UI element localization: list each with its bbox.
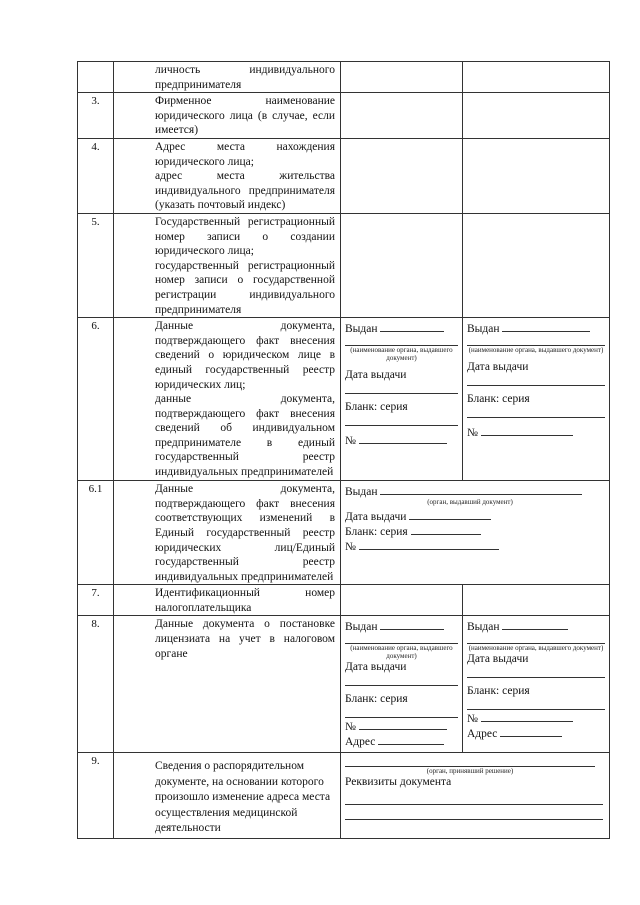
desc-line: подтверждающего факт внесения: [155, 334, 335, 347]
blank-series-label: Бланк: серия: [345, 693, 408, 706]
issue-date-field[interactable]: [345, 675, 458, 686]
blank-series-field[interactable]: [345, 415, 458, 426]
value-cell[interactable]: [341, 213, 463, 317]
desc-line: Сведения о распорядительном: [155, 760, 305, 773]
issue-date-label: Дата выдачи: [345, 369, 407, 382]
value-cell[interactable]: [463, 62, 610, 93]
value-cell[interactable]: [463, 138, 610, 213]
row-description: [114, 213, 341, 317]
desc-line: подтверждающего факт внесения: [155, 497, 335, 510]
row-number: 3.: [78, 93, 114, 139]
table-row: [78, 93, 610, 139]
desc-line: юридических лиц;: [155, 378, 246, 391]
caption: (наименование органа, выдавшего документ): [350, 644, 453, 661]
desc-line: документе, на основании которого: [155, 775, 324, 788]
number-label: №: [345, 541, 356, 554]
blank-series-label: Бланк: серия: [345, 526, 408, 539]
value-cell[interactable]: [463, 585, 610, 616]
table-row: [78, 585, 610, 616]
value-cell[interactable]: [341, 585, 463, 616]
row-description: [114, 93, 341, 139]
desc-line: номер записи о государственной: [155, 274, 335, 287]
issued-line[interactable]: [345, 335, 458, 346]
desc-line: (указать почтовый индекс): [155, 199, 286, 212]
issue-date-field[interactable]: [467, 667, 605, 678]
doc-details-label: Реквизиты документа: [345, 776, 452, 789]
row-number: 9.: [78, 753, 114, 839]
desc-line: Государственный регистрационный: [155, 215, 335, 228]
value-cell[interactable]: [341, 62, 463, 93]
issue-date-label: Дата выдачи: [345, 661, 407, 674]
row-number: 8.: [78, 616, 114, 753]
desc-line: соответствующих изменений в: [155, 512, 335, 525]
table-row: [78, 62, 610, 93]
issue-date-field[interactable]: [467, 375, 605, 386]
doc-details-field[interactable]: [345, 809, 603, 820]
caption: (наименование органа, выдавшего документ): [468, 644, 604, 653]
desc-line: Единый государственный реестр: [155, 526, 335, 539]
desc-line: лицензиата на учет в налоговом: [155, 633, 335, 646]
issue-date-field[interactable]: [345, 383, 458, 394]
desc-line: юридического лица (в случае, если: [155, 109, 335, 122]
number-field[interactable]: [481, 710, 573, 722]
desc-line: юридического лица;: [155, 245, 254, 258]
desc-line: адрес места жительства: [155, 170, 335, 183]
number-field[interactable]: [359, 432, 447, 444]
blank-series-field[interactable]: [467, 407, 605, 418]
address-label: Адрес: [345, 736, 376, 749]
desc-line: имеется): [155, 124, 199, 137]
desc-line: Адрес места нахождения: [155, 140, 335, 153]
issued-label: Выдан: [467, 621, 500, 634]
issued-label: Выдан: [345, 486, 378, 499]
desc-line: номер записи о создании: [155, 230, 335, 243]
table-row: [78, 138, 610, 213]
row-description: [114, 616, 341, 753]
number-label: №: [467, 427, 478, 440]
decision-org-field[interactable]: [345, 756, 595, 767]
document-fields-cell: [341, 481, 610, 585]
desc-line: осуществления медицинской: [155, 806, 298, 819]
issued-label: Выдан: [467, 323, 500, 336]
row-description: [114, 318, 341, 481]
desc-line: регистрации индивидуального: [155, 288, 335, 301]
number-label: №: [345, 435, 356, 448]
row-description: [114, 481, 341, 585]
desc-line: предпринимателя: [155, 303, 242, 316]
number-label: №: [345, 721, 356, 734]
desc-line: Идентификационный номер: [155, 587, 335, 600]
desc-line: предпринимателе в единый: [155, 436, 335, 449]
row-number: 7.: [78, 585, 114, 616]
desc-line: юридических лиц/Единый: [155, 541, 335, 554]
blank-series-label: Бланк: серия: [467, 685, 530, 698]
issued-label: Выдан: [345, 621, 378, 634]
document-fields-cell: [463, 616, 610, 753]
document-fields-cell: [341, 616, 463, 753]
value-cell[interactable]: [341, 138, 463, 213]
issued-field[interactable]: [502, 618, 568, 630]
issue-date-label: Дата выдачи: [467, 361, 529, 374]
desc-line: сведений о юридическом лице в: [155, 349, 335, 362]
issued-field[interactable]: [380, 483, 582, 495]
blank-series-field[interactable]: [345, 707, 458, 718]
blank-series-field[interactable]: [411, 523, 481, 535]
blank-series-label: Бланк: серия: [467, 393, 530, 406]
caption: (орган, принявший решение): [426, 767, 514, 776]
row-number: [78, 62, 114, 93]
caption: (орган, выдавший документ): [427, 498, 513, 507]
number-field[interactable]: [359, 538, 499, 550]
desc-line: государственный реестр: [155, 451, 335, 464]
row-description: [114, 585, 341, 616]
table-row: [78, 616, 610, 753]
row-number: 4.: [78, 138, 114, 213]
doc-details-field[interactable]: [345, 794, 603, 805]
desc-line: органе: [155, 647, 188, 660]
desc-line: индивидуального предпринимателя: [155, 184, 335, 197]
issued-line[interactable]: [467, 335, 605, 346]
desc-line: Фирменное наименование: [155, 95, 335, 108]
row-description: [114, 753, 341, 839]
table-row: [78, 753, 610, 839]
desc-line: подтверждающего факт внесения: [155, 407, 335, 420]
document-fields-cell: [341, 753, 610, 839]
desc-line: данные документа,: [155, 393, 335, 406]
row-number: 5.: [78, 213, 114, 317]
caption: (наименование органа, выдавшего документ): [350, 346, 453, 363]
desc-line: индивидуальных предпринимателей: [155, 466, 334, 479]
row-description: [114, 138, 341, 213]
desc-line: юридического лица;: [155, 155, 254, 168]
desc-line: государственный реестр: [155, 556, 335, 569]
number-field[interactable]: [359, 718, 447, 730]
desc-line: индивидуальных предпринимателей: [155, 570, 334, 583]
issued-label: Выдан: [345, 323, 378, 336]
table-row: [78, 481, 610, 585]
document-fields-cell: [341, 318, 463, 481]
issue-date-field[interactable]: [409, 508, 491, 520]
desc-line: Данные документа о постановке: [155, 618, 335, 631]
desc-line: сведений об индивидуальном: [155, 422, 335, 435]
value-cell[interactable]: [463, 213, 610, 317]
issue-date-label: Дата выдачи: [467, 653, 529, 666]
desc-line: государственный регистрационный: [155, 259, 335, 272]
value-cell[interactable]: [341, 93, 463, 139]
row-number: 6.1: [78, 481, 114, 585]
number-field[interactable]: [481, 424, 573, 436]
address-field[interactable]: [378, 733, 444, 745]
table-row: [78, 318, 610, 481]
caption: (наименование органа, выдавшего документ): [468, 346, 604, 355]
address-label: Адрес: [467, 728, 498, 741]
desc-line: единый государственный реестр: [155, 363, 335, 376]
value-cell[interactable]: [463, 93, 610, 139]
row-number: 6.: [78, 318, 114, 481]
desc-line: Данные документа,: [155, 483, 335, 496]
issued-field[interactable]: [380, 618, 444, 630]
desc-line: предпринимателя: [155, 78, 242, 91]
license-form-table: [77, 61, 610, 839]
address-field[interactable]: [500, 725, 562, 737]
blank-series-label: Бланк: серия: [345, 401, 408, 414]
blank-series-field[interactable]: [467, 699, 605, 710]
desc-line: личность индивидуального: [155, 64, 335, 76]
number-label: №: [467, 713, 478, 726]
issued-line[interactable]: [467, 633, 605, 644]
issue-date-label: Дата выдачи: [345, 511, 407, 524]
issued-field[interactable]: [502, 320, 590, 332]
table-row: [78, 213, 610, 317]
document-fields-cell: [463, 318, 610, 481]
desc-line: деятельности: [155, 822, 221, 835]
desc-line: Данные документа,: [155, 320, 335, 333]
desc-line: налогоплательщика: [155, 601, 252, 614]
issued-field[interactable]: [380, 320, 444, 332]
desc-line: произошло изменение адреса места: [155, 791, 331, 804]
issued-line[interactable]: [345, 633, 458, 644]
row-description: [114, 62, 341, 93]
